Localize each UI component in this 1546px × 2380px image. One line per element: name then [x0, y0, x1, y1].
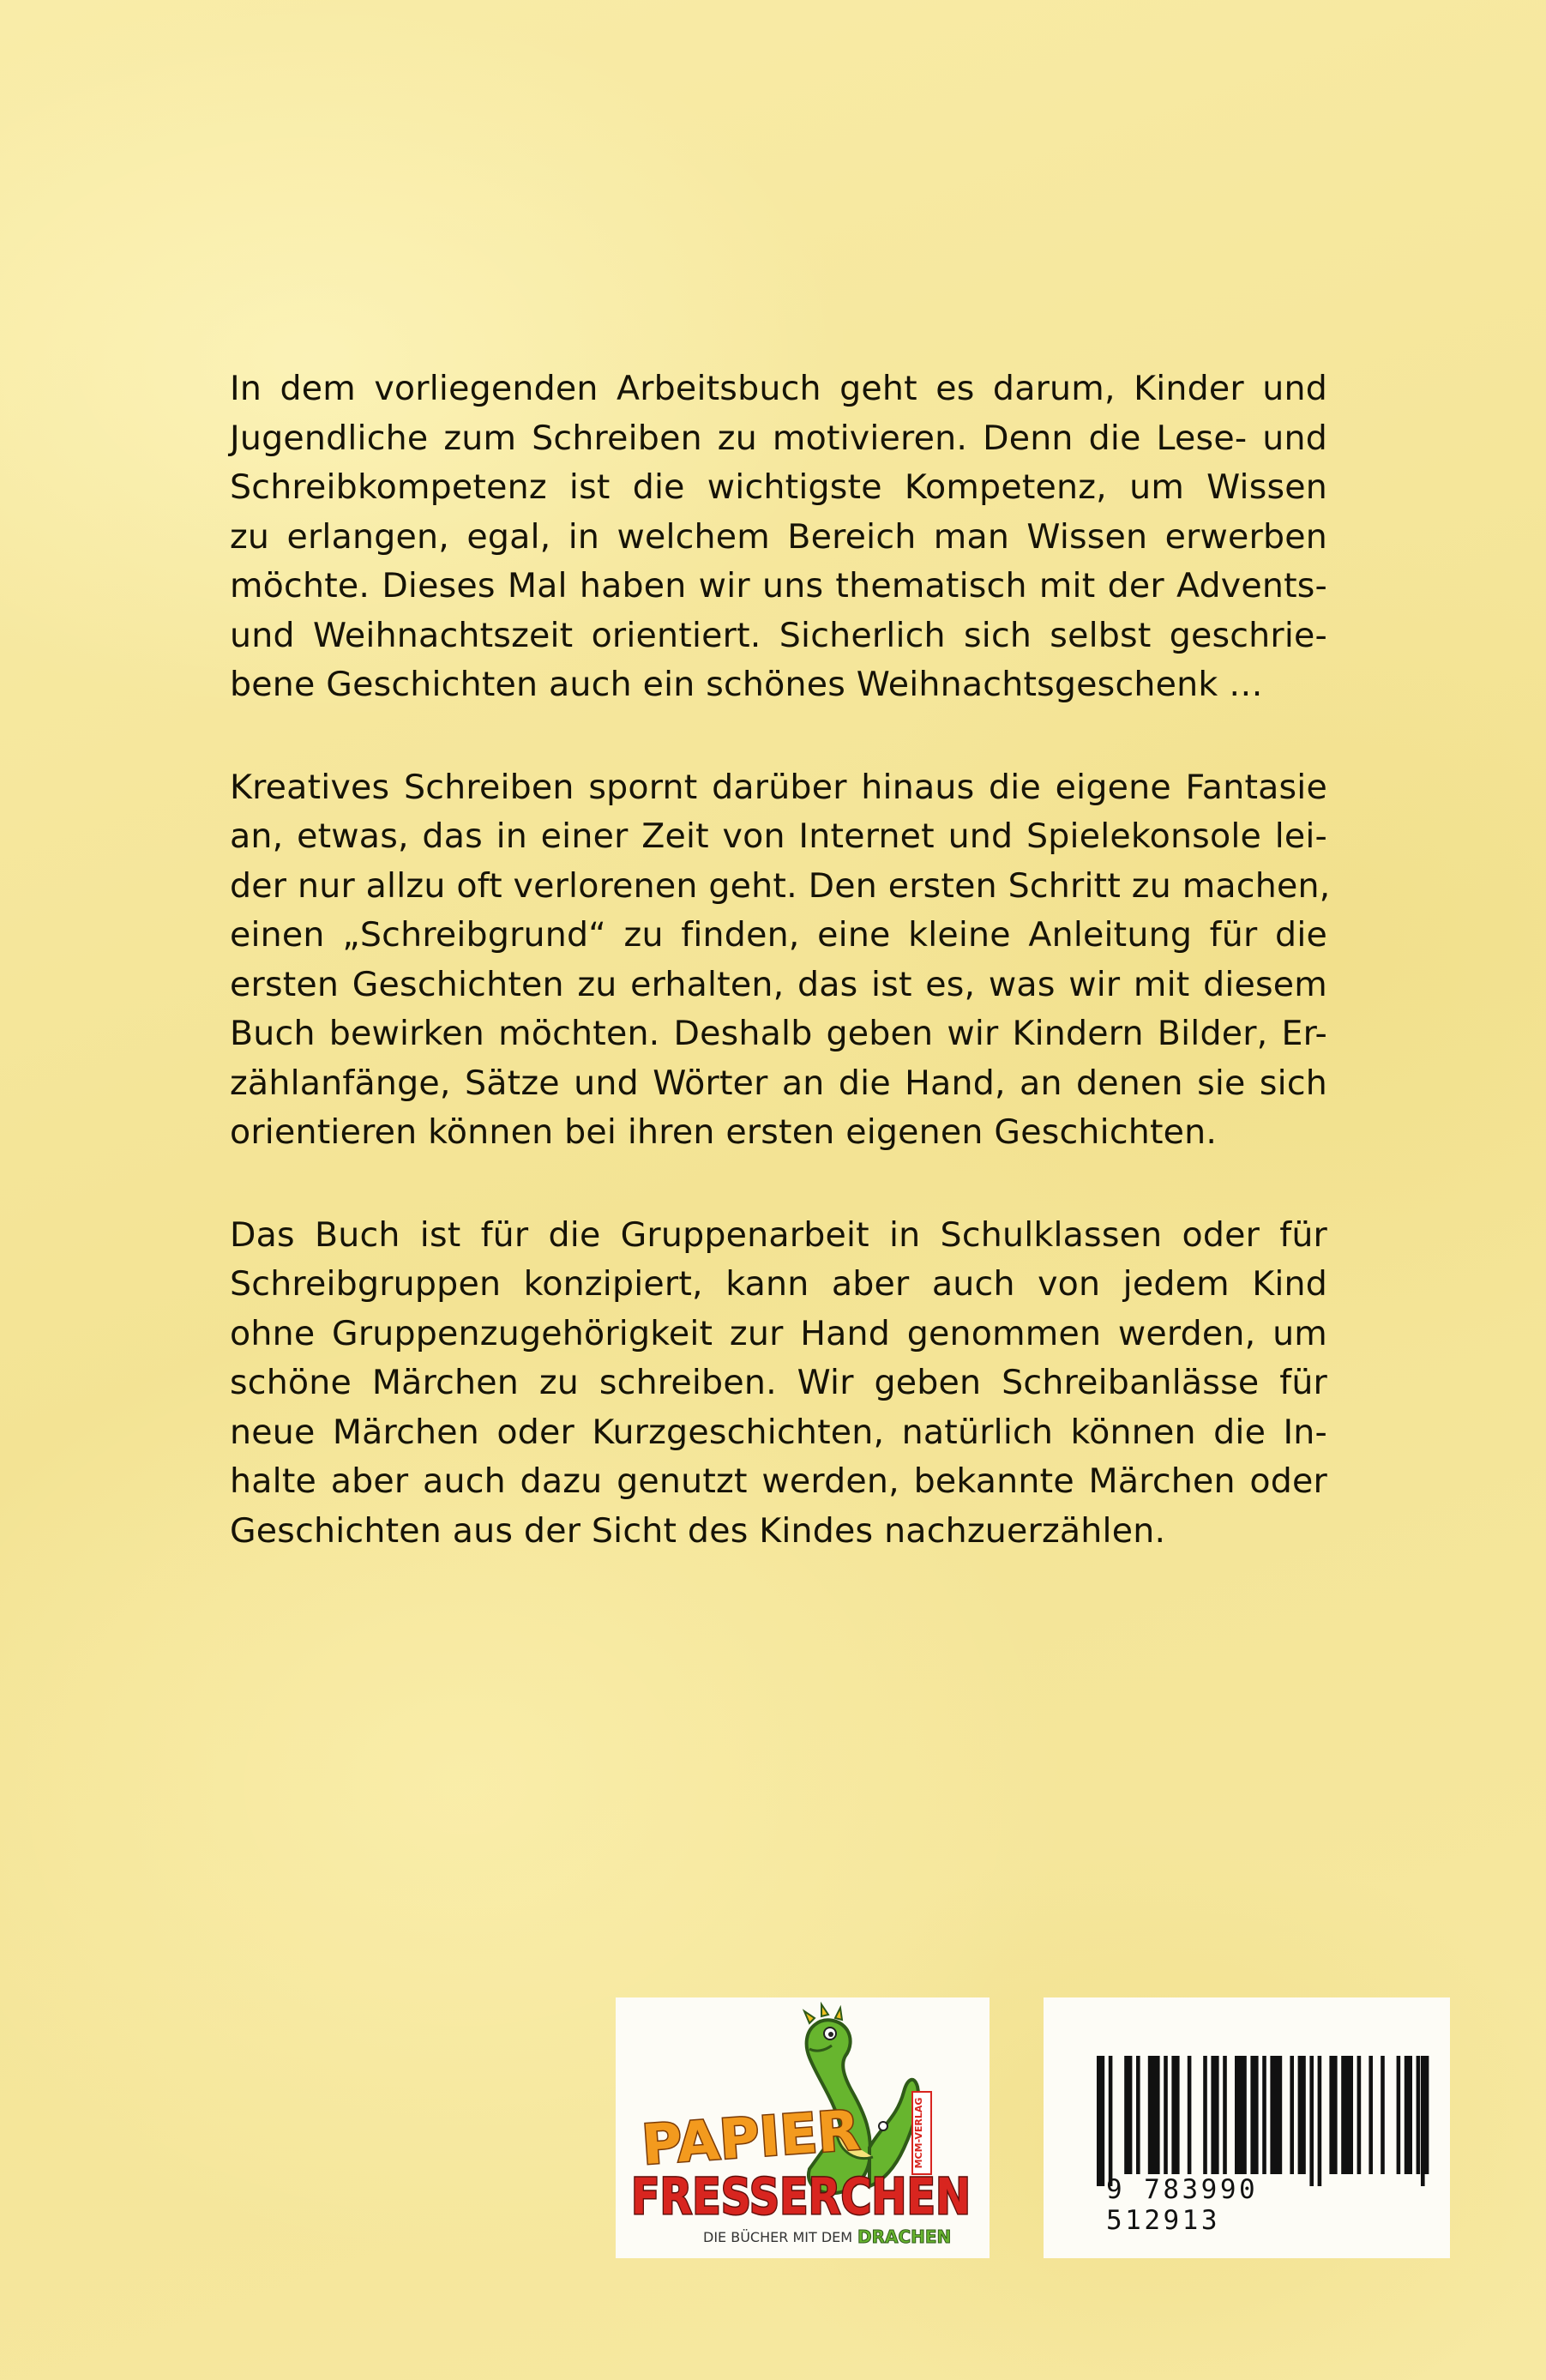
barcode-bar [1290, 2056, 1294, 2174]
barcode-bar [1341, 2056, 1353, 2174]
barcode-bar [1097, 2056, 1104, 2186]
blurb-line: Buch bewirken möchten. Deshalb geben wir Kindern Bilder, Er- [230, 1014, 1327, 1053]
blurb-line: neue Märchen oder Kurzgeschichten, natürlich können die In- [230, 1412, 1327, 1452]
blurb-line: bene Geschichten auch ein schönes Weihnachtsgeschenk … [230, 665, 1263, 704]
barcode-bar [1136, 2056, 1140, 2174]
blurb-line: halte aber auch dazu genutzt werden, bekannte Märchen oder [230, 1461, 1327, 1501]
publisher-tagline-highlight: DRACHEN [857, 2226, 952, 2247]
blurb-line: Schreibkompetenz ist die wichtigste Kompetenz, um Wissen [230, 467, 1327, 507]
barcode-bar [1369, 2056, 1373, 2174]
blurb-line: schöne Märchen zu schreiben. Wir geben Schreibanlässe für [230, 1363, 1327, 1402]
barcode-bar [1171, 2056, 1179, 2174]
publisher-tagline-prefix: DIE BÜCHER MIT DEM [703, 2229, 853, 2245]
blurb-paragraph-2 [230, 763, 1331, 1158]
blurb-paragraph-1 [230, 365, 1327, 710]
blurb-line: Jugendliche zum Schreiben zu motivieren. Denn die Lese- und [230, 418, 1327, 458]
barcode-bar [1203, 2056, 1207, 2174]
blurb-line: ohne Gruppenzugehörigkeit zur Hand genommen werden, um [230, 1313, 1327, 1353]
blurb-line: Schreibgruppen konzipiert, kann aber auch von jedem Kind [230, 1264, 1327, 1304]
blurb-line: zu erlangen, egal, in welchem Bereich man Wissen erwerben [230, 516, 1327, 557]
blurb-paragraph-3 [230, 1211, 1327, 1557]
publisher-side-label: MCM-VERLAG [913, 2097, 924, 2169]
isbn-digits [1106, 2174, 1389, 2236]
blurb-line: In dem vorliegenden Arbeitsbuch geht es darum, Kinder und [230, 369, 1327, 408]
blurb-line: Kreatives Schreiben spornt darüber hinaus die eigene Fantasie [230, 767, 1327, 807]
barcode-bar [1405, 2056, 1412, 2174]
barcode-bar [1357, 2056, 1362, 2174]
barcode-bar [1211, 2056, 1218, 2174]
barcode-bar [1148, 2056, 1160, 2174]
blurb-line: Das Buch ist für die Gruppenarbeit in Schulklassen oder für [230, 1214, 1327, 1255]
blurb-line: an, etwas, das in einer Zeit von Internet und Spielekonsole lei- [230, 816, 1327, 856]
back-cover-blurb [230, 365, 1331, 1609]
barcode-bar [1298, 2056, 1306, 2174]
blurb-line: orientieren können bei ihren ersten eigenen Geschichten. [230, 1112, 1218, 1152]
blurb-line: einen „Schreibgrund“ zu finden, eine kleine Anleitung für die [230, 915, 1327, 955]
barcode-bar [1124, 2056, 1132, 2174]
blurb-line: der nur allzu oft verlorenen geht. Den ersten Schritt zu machen, [230, 865, 1331, 906]
barcode-bar [1318, 2056, 1322, 2186]
barcode-bar [1109, 2056, 1113, 2186]
blurb-line: und Weihnachtszeit orientiert. Sicherlich sich selbst geschrie- [230, 615, 1327, 655]
publisher-name-line-2: FRESSERCHEN [631, 2167, 971, 2226]
blurb-line: möchte. Dieses Mal haben wir uns thematisch mit der Advents- [230, 566, 1327, 606]
barcode-bar [1223, 2056, 1227, 2174]
barcode-bar [1262, 2056, 1266, 2174]
publisher-logo [616, 1997, 990, 2258]
barcode-bar [1270, 2056, 1282, 2174]
publisher-logo-panel [616, 1997, 990, 2258]
isbn-digit-group: 512913 [1106, 2205, 1220, 2236]
barcode-bar [1250, 2056, 1258, 2174]
barcode-bar [1329, 2056, 1337, 2174]
barcode-bar [1397, 2056, 1401, 2174]
blurb-line: ersten Geschichten zu erhalten, das ist es, was wir mit diesem [230, 964, 1327, 1004]
isbn-digit-group: 9 [1106, 2174, 1126, 2205]
publisher-name-line-1: PAPIER [640, 2099, 862, 2178]
barcode-bar [1309, 2056, 1314, 2186]
blurb-line: Geschichten aus der Sicht des Kindes nachzuerzählen. [230, 1510, 1166, 1551]
isbn-digit-group: 783990 [1144, 2174, 1259, 2205]
blurb-line: zählanfänge, Sätze und Wörter an die Hand, an denen sie sich [230, 1063, 1327, 1103]
barcode-bar [1164, 2056, 1168, 2174]
barcode-bar [1421, 2056, 1425, 2186]
barcode-bar [1235, 2056, 1247, 2174]
barcode-bar [1188, 2056, 1192, 2174]
barcode-bar [1381, 2056, 1385, 2174]
barcode-bar [1417, 2056, 1421, 2174]
